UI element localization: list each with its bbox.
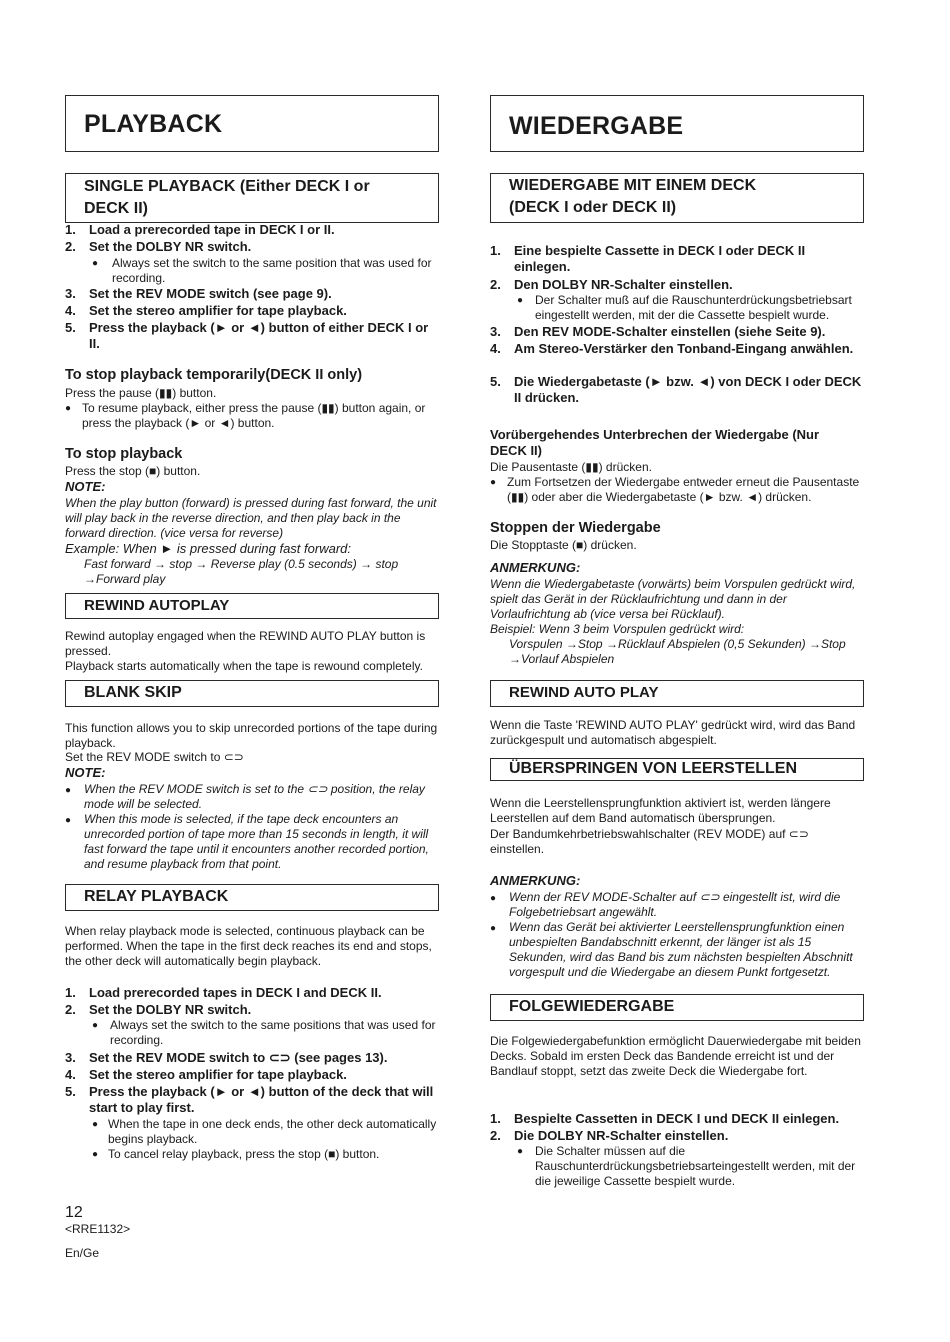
step-number: 4. <box>65 303 76 318</box>
example-text: Example: When ► is pressed during fast forward: <box>65 541 351 556</box>
folgewiedergabe-heading-box <box>490 994 864 1021</box>
section-heading: SINGLE PLAYBACK (Either DECK I or DECK II) <box>84 178 370 217</box>
relay-step-2: Set the DOLBY NR switch. <box>89 1002 252 1017</box>
step-4: Am Stereo-Verstärker den Tonband-Eingang anwählen. <box>514 341 854 356</box>
section-heading: RELAY PLAYBACK <box>84 888 229 905</box>
note-label: ANMERKUNG: <box>490 560 581 575</box>
page-title: PLAYBACK <box>84 110 223 138</box>
note-label: ANMERKUNG: <box>490 873 581 888</box>
step-number: 3. <box>65 1050 76 1065</box>
blank-skip-text-2: Der Bandumkehrbetriebswahlschalter (REV MODE) auf ⊂⊃ einstellen. <box>490 827 809 856</box>
note-label: NOTE: <box>65 479 106 494</box>
blank-skip-bullet-1: When the REV MODE switch is set to the ⊂⊃ position, the relay mode will be selected. <box>84 782 425 811</box>
section-heading: WIEDERGABE MIT EINEM DECK (DECK I oder DECK II) <box>509 177 757 216</box>
resume-bullet: To resume playback, either press the pause (▮▮) button again, or press the playback (► or ◄) button. <box>82 401 426 430</box>
stop-temporarily-text: Press the pause (▮▮) button. <box>65 386 217 400</box>
note-text: Wenn die Wiedergabetaste (vorwärts) beim Vorspulen gedrückt wird, spielt das Gerät in der Rücklaufrichtung und dann in der Vorlaufrichtung ab (vice versa bei Rücklauf). <box>490 577 856 621</box>
page-title: WIEDERGABE <box>509 112 684 140</box>
rewind-text-1: Rewind autoplay engaged when the REWIND AUTO PLAY button is pressed. <box>65 629 426 658</box>
stop-playback-heading: To stop playback <box>65 446 183 462</box>
step-2: Set the DOLBY NR switch. <box>89 239 252 254</box>
section-heading: FOLGEWIEDERGABE <box>509 998 675 1015</box>
relay-step-2: Die DOLBY NR-Schalter einstellen. <box>514 1128 729 1143</box>
example-sequence: Fast forward → stop → Reverse play (0.5 seconds) → stop <box>84 557 399 571</box>
example-sequence-end: →Forward play <box>84 572 166 586</box>
step-3: Set the REV MODE switch (see page 9). <box>89 286 332 301</box>
rewind-text: Wenn die Taste 'REWIND AUTO PLAY' gedrückt wird, wird das Band zurückgespult und automatisch abgespielt. <box>490 718 856 747</box>
step-number: 1. <box>65 222 76 237</box>
bullet-icon: ● <box>490 477 497 488</box>
bullet-icon: ● <box>92 1020 99 1031</box>
step-5: Die Wiedergabetaste (► bzw. ◄) von DECK I oder DECK II drücken. <box>514 374 862 405</box>
note-label: NOTE: <box>65 765 106 780</box>
step-2-bullet: Der Schalter muß auf die Rauschunterdrückungsbetriebsart eingestellt werden, mit der die Cassette bespielt wurde. <box>535 293 852 322</box>
bullet-icon: ● <box>65 815 72 826</box>
bullet-icon: ● <box>490 893 497 904</box>
rewind-text-2: Playback starts automatically when the tape is rewound completely. <box>65 659 423 673</box>
blank-skip-bullet-2: Wenn das Gerät bei aktivierter Leerstellensprungfunktion einen unbespielten Bandabschnitt erkennt, der länger ist als 15 Sekunden, wird das Band bis zum nächsten bespielten Abschnitt vorgespult und die Wiedergabe an diesem Punkt fortgesetzt. <box>509 920 853 979</box>
relay-step-5-bullet-1: When the tape in one deck ends, the other deck automatically begins playback. <box>108 1117 437 1146</box>
single-playback-heading-box <box>65 173 439 223</box>
step-number: 5. <box>490 374 501 389</box>
page-number: 12 <box>65 1204 83 1221</box>
relay-step-3: Set the REV MODE switch to ⊂⊃ (see pages 13). <box>89 1050 388 1065</box>
document-code: <RRE1132> <box>65 1222 131 1236</box>
wiedergabe-title-box <box>490 95 864 152</box>
step-3: Den REV MODE-Schalter einstellen (siehe Seite 9). <box>514 324 826 339</box>
bullet-icon: ● <box>65 403 72 414</box>
step-number: 2. <box>490 1128 501 1143</box>
blank-skip-bullet-1: Wenn der REV MODE-Schalter auf ⊂⊃ eingestellt ist, wird die Folgebetriebsart angewählt. <box>509 890 841 919</box>
section-heading: REWIND AUTOPLAY <box>84 597 230 614</box>
example-sequence: Vorspulen →Stop →Rücklauf Abspielen (0,5 Sekunden) →Stop <box>509 637 846 651</box>
step-number: 1. <box>65 985 76 1000</box>
language-code: En/Ge <box>65 1246 100 1260</box>
relay-step-1: Load prerecorded tapes in DECK I and DECK II. <box>89 985 382 1000</box>
step-4: Set the stereo amplifier for tape playback. <box>89 303 347 318</box>
bullet-icon: ● <box>517 295 524 306</box>
step-number: 3. <box>65 286 76 301</box>
relay-step-5-bullet-2: To cancel relay playback, press the stop (■) button. <box>108 1147 380 1161</box>
step-2: Den DOLBY NR-Schalter einstellen. <box>514 277 733 292</box>
step-1: Eine bespielte Cassette in DECK I oder DECK II einlegen. <box>514 243 806 274</box>
step-5: Press the playback (► or ◄) button of either DECK I or II. <box>89 320 429 351</box>
relay-text: Die Folgewiedergabefunktion ermöglicht Dauerwiedergabe mit beiden Decks. Sobald im ersten Deck das Bandende erreicht ist und der Bandlauf stoppt, setzt das zweite Deck die Wiedergabe fort. <box>490 1034 861 1078</box>
rewind-auto-play-heading-box <box>490 680 864 707</box>
playback-title-box <box>65 95 439 152</box>
stop-playback-text: Press the stop (■) button. <box>65 464 201 478</box>
blank-skip-text-1: Wenn die Leerstellensprungfunktion aktiviert ist, werden längere Leerstellen auf dem Band automatisch übersprungen. <box>490 796 831 825</box>
step-2-bullet: Always set the switch to the same position that was used for recording. <box>112 256 432 285</box>
bullet-icon: ● <box>517 1146 524 1157</box>
step-number: 1. <box>490 1111 501 1126</box>
step-number: 1. <box>490 243 501 258</box>
relay-text: When relay playback mode is selected, continuous playback can be performed. When the tape in the first deck reaches its end and stops, the other deck will automatically begin playback. <box>65 924 432 968</box>
pause-heading: Vorübergehendes Unterbrechen der Wiedergabe (Nur DECK II) <box>490 427 820 458</box>
bullet-icon: ● <box>92 1149 99 1160</box>
wiedergabe-einem-deck-heading-box <box>490 173 864 223</box>
step-number: 4. <box>65 1067 76 1082</box>
section-heading: BLANK SKIP <box>84 684 182 701</box>
rewind-autoplay-heading-box <box>65 593 439 619</box>
example-sequence-end: →Vorlauf Abspielen <box>509 652 615 666</box>
relay-playback-heading-box <box>65 884 439 911</box>
section-heading: REWIND AUTO PLAY <box>509 684 659 701</box>
note-text: When the play button (forward) is pressed during fast forward, the unit will play back in the reverse direction, and then play back in the forward direction. (vice versa for reverse) <box>65 496 437 540</box>
ueberspringen-heading-box <box>490 758 864 781</box>
blank-skip-bullet-2: When this mode is selected, if the tape deck encounters an unrecorded portion of tape more than 15 seconds in length, it will fast forward the tape until it encounters another recorded portion, and resume playback from that point. <box>84 812 429 871</box>
bullet-icon: ● <box>490 923 497 934</box>
stop-heading: Stoppen der Wiedergabe <box>490 520 661 536</box>
step-1: Load a prerecorded tape in DECK I or II. <box>89 222 335 237</box>
step-number: 2. <box>490 277 501 292</box>
stop-text: Die Stopptaste (■) drücken. <box>490 538 637 552</box>
pause-text: Die Pausentaste (▮▮) drücken. <box>490 460 652 474</box>
step-number: 2. <box>65 1002 76 1017</box>
example-text: Beispiel: Wenn 3 beim Vorspulen gedrückt wird: <box>490 622 745 636</box>
bullet-icon: ● <box>92 258 99 269</box>
pause-bullet: Zum Fortsetzen der Wiedergabe entweder erneut die Pausentaste (▮▮) oder aber die Wiedergabetaste (► bzw. ◄) drücken. <box>507 475 860 504</box>
step-number: 5. <box>65 320 76 335</box>
step-number: 4. <box>490 341 501 356</box>
relay-step-2-bullet: Always set the switch to the same positions that was used for recording. <box>110 1018 436 1047</box>
relay-step-2-bullet: Die Schalter müssen auf die Rauschunterdrückungsbetriebsarteingestellt werden, mit der die jeweilige Cassette bespielt wurde. <box>535 1144 856 1188</box>
section-heading: ÜBERSPRINGEN VON LEERSTELLEN <box>509 760 798 777</box>
blank-skip-text-2: Set the REV MODE switch to ⊂⊃ <box>65 750 244 764</box>
blank-skip-text-1: This function allows you to skip unrecorded portions of the tape during playback. <box>65 721 438 750</box>
step-number: 5. <box>65 1084 76 1099</box>
bullet-icon: ● <box>65 785 72 796</box>
step-number: 2. <box>65 239 76 254</box>
relay-step-5: Press the playback (► or ◄) button of the deck that will start to play first. <box>89 1084 434 1115</box>
step-number: 3. <box>490 324 501 339</box>
bullet-icon: ● <box>92 1119 99 1130</box>
relay-step-1: Bespielte Cassetten in DECK I und DECK II einlegen. <box>514 1111 840 1126</box>
blank-skip-heading-box <box>65 680 439 707</box>
relay-step-4: Set the stereo amplifier for tape playback. <box>89 1067 347 1082</box>
stop-temporarily-heading: To stop playback temporarily(DECK II only) <box>65 367 363 383</box>
